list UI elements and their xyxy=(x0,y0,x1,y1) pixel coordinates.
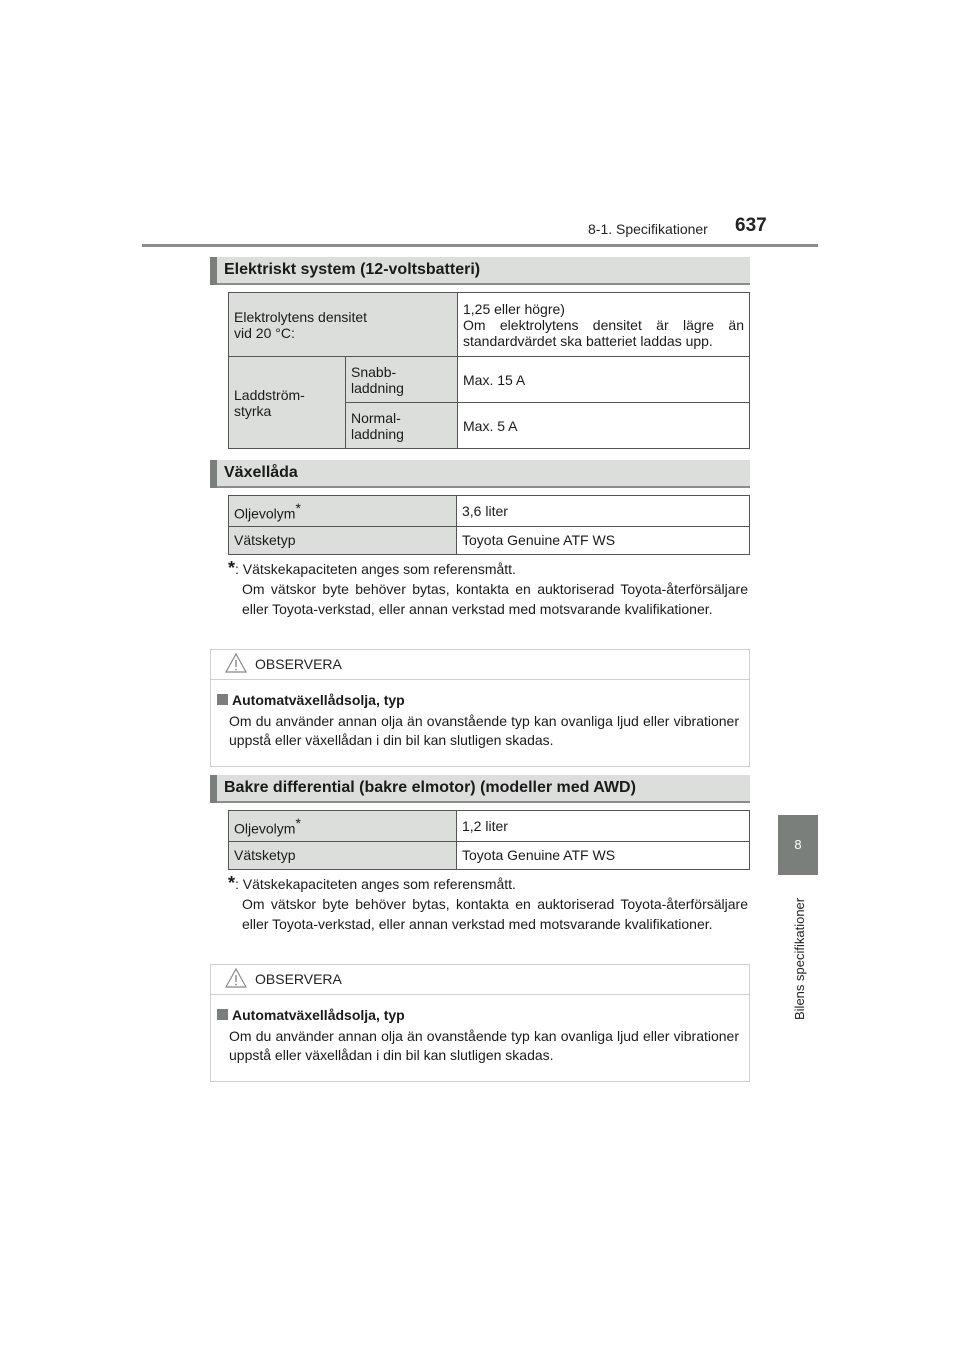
table-cell-label xyxy=(346,357,458,403)
table-cell-value: 3,6 liter xyxy=(457,496,750,527)
table-cell-value: Toyota Genuine ATF WS xyxy=(457,526,750,554)
heading-bar xyxy=(210,257,217,285)
footnote-mark: * xyxy=(228,558,236,578)
heading-bar xyxy=(210,460,217,488)
chapter-side-label xyxy=(760,885,840,1020)
cell-text: laddning xyxy=(351,379,404,396)
warning-box xyxy=(210,649,750,767)
footnote-line xyxy=(228,558,748,579)
table-cell-value: Max. 5 A xyxy=(458,403,750,449)
table-row xyxy=(229,526,750,554)
footnote-mark: * xyxy=(295,500,301,516)
table-row xyxy=(229,496,750,527)
cell-text: Normal- xyxy=(351,409,401,426)
warning-heading-text: Automatväxellådsolja, typ xyxy=(232,692,405,708)
warning-title: OBSERVERA xyxy=(255,656,342,672)
section-title: 8-1. Specifikationer xyxy=(588,221,708,237)
section-heading-text: Växellåda xyxy=(224,464,298,481)
cell-text: vid 20 °C: xyxy=(234,324,295,341)
section-heading-rear-diff xyxy=(210,775,750,803)
table-cell-value: Toyota Genuine ATF WS xyxy=(457,841,750,869)
table-row xyxy=(229,293,750,357)
table-cell-label xyxy=(229,496,457,527)
footnote xyxy=(228,558,748,619)
square-bullet-icon xyxy=(217,1009,228,1020)
electrical-table xyxy=(228,292,750,449)
table-cell-label xyxy=(346,403,458,449)
table-row xyxy=(229,357,750,403)
warning-icon xyxy=(225,968,247,988)
cell-text: 1,25 eller högre) xyxy=(463,300,565,317)
warning-box xyxy=(210,964,750,1082)
section-heading-electrical xyxy=(210,257,750,285)
chapter-tab: 8 xyxy=(778,815,818,875)
warning-header xyxy=(211,965,749,995)
section-heading-gearbox xyxy=(210,460,750,488)
page-number: 637 xyxy=(735,215,767,236)
warning-text: Om du använder annan olja än ovanstående typ kan ovanliga ljud eller vibrationer uppstå eller växellådan i din bil kan slutligen skadas. xyxy=(229,1028,739,1063)
table-cell-label: Vätsketyp xyxy=(229,526,457,554)
section-heading-text: Elektriskt system (12-voltsbatteri) xyxy=(224,261,481,278)
footnote-body: Om vätskor byte behöver bytas, kontakta en auktoriserad Toyota-återförsäljare eller Toyota-verkstad, eller annan verkstad med motsvarande kvalifikationer. xyxy=(242,896,748,932)
cell-text: Oljevolym xyxy=(234,820,296,837)
warning-heading-text: Automatväxellådsolja, typ xyxy=(232,1007,405,1023)
table-row xyxy=(229,841,750,869)
cell-text: laddning xyxy=(351,425,404,442)
warning-heading xyxy=(217,1007,749,1023)
cell-text: Elektrolytens densitet xyxy=(234,308,368,325)
table-cell-value: 1,2 liter xyxy=(457,811,750,842)
section-heading-text: Bakre differential (bakre elmotor) (modeller med AWD) xyxy=(224,779,636,796)
warning-header xyxy=(211,650,749,680)
chapter-title: Bilens specifikationer xyxy=(792,897,807,1020)
warning-text: Om du använder annan olja än ovanstående typ kan ovanliga ljud eller vibrationer uppstå eller växellådan i din bil kan slutligen skadas. xyxy=(229,713,739,748)
cell-text: Laddström- xyxy=(234,386,305,403)
cell-text: Om elektrolytens densitet är lägre än standardvärdet ska batteriet laddas upp. xyxy=(463,316,744,349)
table-row xyxy=(229,811,750,842)
footnote-text: : Vätskekapaciteten anges som referensmått. xyxy=(235,561,516,577)
gearbox-table xyxy=(228,495,750,555)
footnote-mark: * xyxy=(295,815,301,831)
warning-heading xyxy=(217,692,749,708)
table-cell-label: Vätsketyp xyxy=(229,841,457,869)
table-cell-value xyxy=(458,293,750,357)
warning-icon xyxy=(225,653,247,673)
table-cell-value: Max. 15 A xyxy=(458,357,750,403)
footnote-mark: * xyxy=(228,873,236,893)
cell-text: Oljevolym xyxy=(234,505,296,522)
footnote-text: : Vätskekapaciteten anges som referensmått. xyxy=(235,876,516,892)
table-cell-label xyxy=(229,357,346,449)
table-cell-label xyxy=(229,811,457,842)
footnote xyxy=(228,873,748,934)
heading-bar xyxy=(210,775,217,803)
cell-text: styrka xyxy=(234,402,272,419)
warning-title: OBSERVERA xyxy=(255,971,342,987)
square-bullet-icon xyxy=(217,694,228,705)
table-cell-label xyxy=(229,293,458,357)
header-divider xyxy=(142,244,818,247)
rear-diff-table xyxy=(228,810,750,870)
footnote-body: Om vätskor byte behöver bytas, kontakta en auktoriserad Toyota-återförsäljare eller Toyota-verkstad, eller annan verkstad med motsvarande kvalifikationer. xyxy=(242,581,748,617)
footnote-line xyxy=(228,873,748,894)
cell-text: Snabb- xyxy=(351,363,397,380)
